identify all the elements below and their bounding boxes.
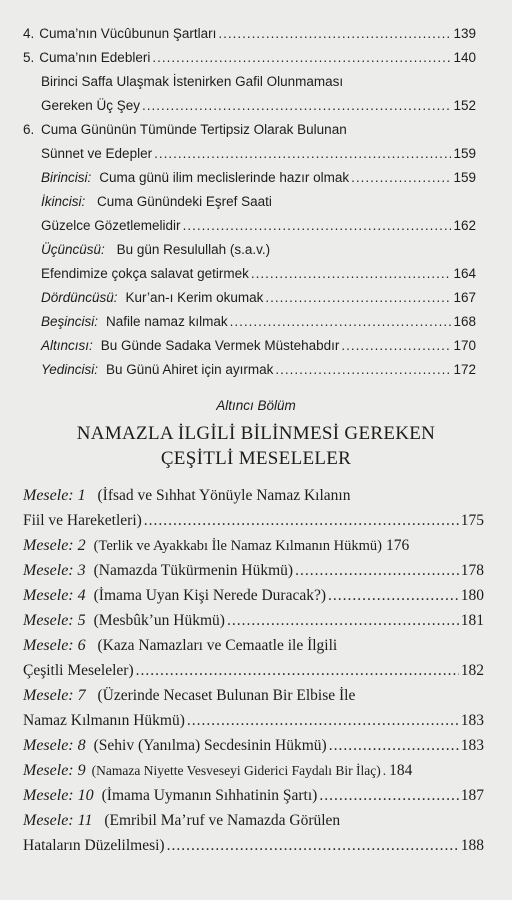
page-number: 183 — [460, 712, 484, 729]
mesele-11-line2: Hataların Düzelilmesi) ..... 188 — [0, 834, 512, 858]
toc-subentry-ikincisi-line1: İkincisi: Cuma Günündeki Eşref Saati — [41, 194, 272, 209]
toc-subentry-altincisi: Altıncısı: Bu Günde Sadaka Vermek Müstehabdır ..... 170 — [0, 334, 512, 358]
page-number: 172 — [453, 362, 476, 377]
toc-subentry-ucuncusu-line1: Üçüncüsü: Bu gün Resulullah (s.a.v.) — [41, 242, 271, 257]
toc-entry-6-line2: Sünnet ve Edepler ..... 159 — [0, 142, 512, 166]
page-number: 170 — [453, 338, 476, 353]
mesele-7-line1: Mesele: 7 (Üzerinde Necaset Bulunan Bir Elbise İle — [23, 687, 356, 704]
mesele-8: Mesele: 8 (Sehiv (Yanılma) Secdesinin Hükmü) ..... 183 — [0, 734, 512, 758]
toc-subentry-besincisi: Beşincisi: Nafile namaz kılmak ..... 168 — [0, 310, 512, 334]
toc-subentry-birincisi: Birincisi: Cuma günü ilim meclislerinde hazır olmak ..... 159 — [0, 166, 512, 190]
toc-subentry-dorduncusu: Dördüncüsü: Kur’an-ı Kerim okumak ..... 167 — [0, 286, 512, 310]
mesele-6-line1: Mesele: 6 (Kaza Namazları ve Cemaatle ile İlgili — [23, 637, 338, 654]
page-number: 162 — [453, 218, 476, 233]
mesele-5: Mesele: 5 (Mesbûk’un Hükmü) ..... 181 — [0, 609, 512, 633]
mesele-11-line1: Mesele: 11 (Emribil Ma’ruf ve Namazda Görülen — [23, 812, 341, 829]
page-number: 139 — [453, 26, 476, 41]
section-title-line2: ÇEŞİTLİ MESELELER — [160, 448, 352, 469]
section-label: Altıncı Bölüm — [216, 398, 296, 413]
page-number: 176 — [386, 537, 410, 554]
page-number: 178 — [460, 562, 484, 579]
page-number: 181 — [460, 612, 484, 629]
page-number: 140 — [453, 50, 476, 65]
mesele-2: Mesele: 2 (Terlik ve Ayakkabı İle Namaz Kılmanın Hükmü) 176 — [0, 534, 512, 558]
page-number: 180 — [460, 587, 484, 604]
toc-entry-5-sub-line2: Gereken Üç Şey ..... 152 — [0, 94, 512, 118]
page-number: 182 — [460, 662, 484, 679]
page-number: 187 — [460, 787, 484, 804]
toc-entry-6-line1: 6. Cuma Gününün Tümünde Tertipsiz Olarak Bulunan — [23, 122, 347, 137]
mesele-7-line2: Namaz Kılmanın Hükmü) ..... 183 — [0, 709, 512, 733]
page-number: 183 — [460, 737, 484, 754]
mesele-4: Mesele: 4 (İmama Uyan Kişi Nerede Duracak?) ..... 180 — [0, 584, 512, 608]
page-number: 152 — [453, 98, 476, 113]
toc-entry-4: 4. Cuma’nın Vücûbunun Şartları ..... 139 — [0, 22, 512, 46]
mesele-10: Mesele: 10 (İmama Uymanın Sıhhatinin Şartı) ..... 187 — [0, 784, 512, 808]
mesele-3: Mesele: 3 (Namazda Tükürmenin Hükmü) ..... 178 — [0, 559, 512, 583]
page-number: 184 — [389, 762, 413, 779]
mesele-1-line1: Mesele: 1 (İfsad ve Sıhhat Yönüyle Namaz Kılanın — [23, 487, 351, 504]
page-number: 168 — [453, 314, 476, 329]
page-number: 159 — [453, 146, 476, 161]
toc-subentry-yedincisi: Yedincisi: Bu Günü Ahiret için ayırmak ..... 172 — [0, 358, 512, 382]
page-number: 164 — [453, 266, 476, 281]
page-number: 167 — [453, 290, 476, 305]
toc-entry-5: 5. Cuma’nın Edebleri ..... 140 — [0, 46, 512, 70]
mesele-1-line2: Fiil ve Hareketleri) ..... 175 — [0, 509, 512, 533]
page-number: 175 — [460, 512, 484, 529]
mesele-6-line2: Çeşitli Meseleler) ..... 182 — [0, 659, 512, 683]
page-number: 159 — [453, 170, 476, 185]
toc-entry-5-sub-line1: Birinci Saffa Ulaşmak İstenirken Gafil Olunmaması — [41, 74, 344, 89]
page-number: 188 — [460, 837, 484, 854]
toc-subentry-ucuncusu-line2: Efendimize çokça salavat getirmek ..... 164 — [0, 262, 512, 286]
mesele-9: Mesele: 9 (Namaza Niyette Vesveseyi Giderici Faydalı Bir İlaç) . 184 — [0, 759, 512, 783]
toc-subentry-ikincisi-line2: Güzelce Gözetlemelidir ..... 162 — [0, 214, 512, 238]
section-title-line1: NAMAZLA İLGİLİ BİLİNMESİ GEREKEN — [76, 423, 436, 444]
